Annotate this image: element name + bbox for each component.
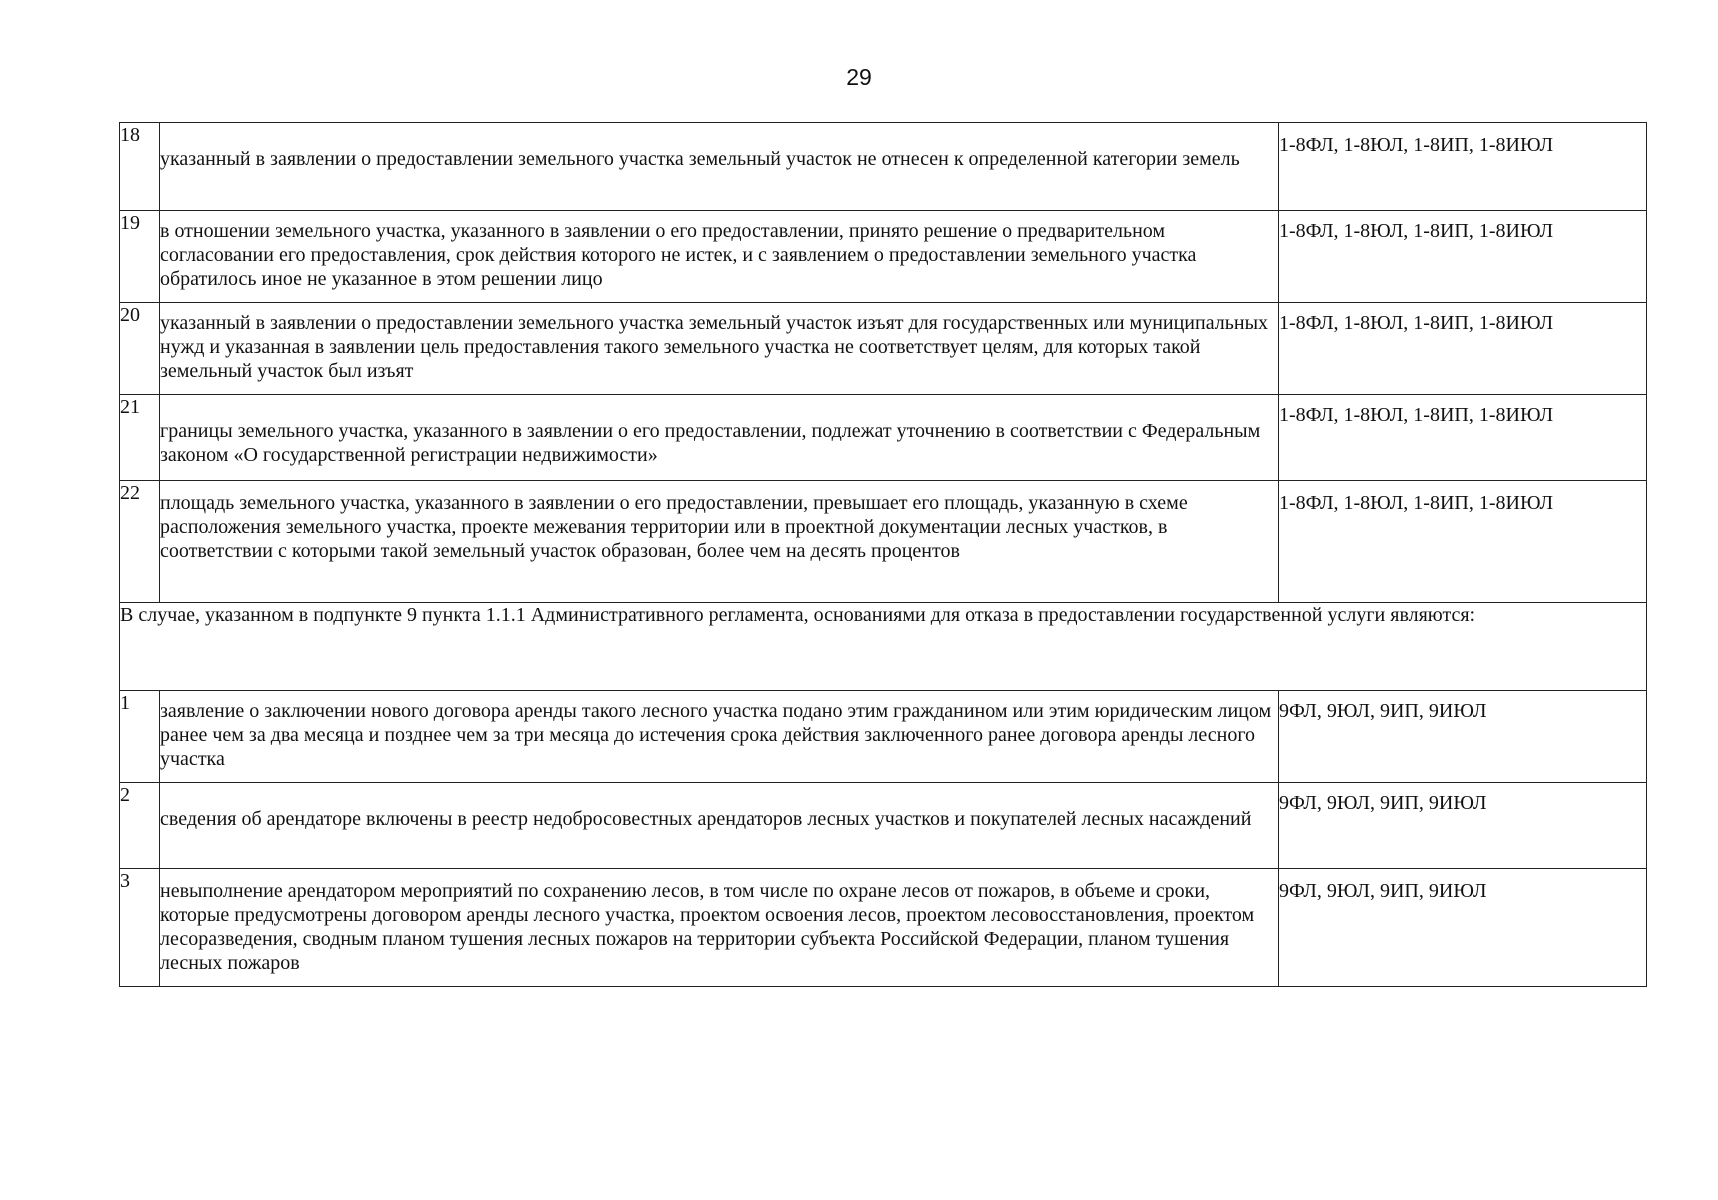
table-row [120, 211, 1647, 303]
row-text: площадь земельного участка, указанного в заявлении о его предоставлении, превышает его площадь, указанную в схеме расположения земельного участка, проекте межевания территории или в проектной документации лесных участков, в соответствии с которыми такой земельный участок образован, более чем на десять процентов [160, 481, 1279, 603]
row-code: 1-8ФЛ, 1-8ЮЛ, 1-8ИП, 1-8ИЮЛ [1279, 303, 1647, 395]
row-number: 18 [120, 123, 160, 211]
row-number: 22 [120, 481, 160, 603]
row-text: границы земельного участка, указанного в заявлении о его предоставлении, подлежат уточнению в соответствии с Федеральным законом «О государственной регистрации недвижимости» [160, 395, 1279, 481]
row-number: 1 [120, 691, 160, 783]
section-note: В случае, указанном в подпункте 9 пункта 1.1.1 Административного регламента, основаниями для отказа в предоставлении государственной услуги являются: [120, 603, 1647, 691]
row-text: сведения об арендаторе включены в реестр недобросовестных арендаторов лесных участков и покупателей лесных насаждений [160, 783, 1279, 869]
table-row [120, 481, 1647, 603]
row-code: 1-8ФЛ, 1-8ЮЛ, 1-8ИП, 1-8ИЮЛ [1279, 481, 1647, 603]
row-text: в отношении земельного участка, указанного в заявлении о его предоставлении, принято решение о предварительном согласовании его предоставления, срок действия которого не истек, и с заявлением о предоставлении земельного участка обратилось иное не указанное в этом решении лицо [160, 211, 1279, 303]
row-code: 9ФЛ, 9ЮЛ, 9ИП, 9ИЮЛ [1279, 783, 1647, 869]
grounds-table [119, 122, 1647, 987]
table-row [120, 303, 1647, 395]
row-text: указанный в заявлении о предоставлении земельного участка земельный участок изъят для государственных или муниципальных нужд и указанная в заявлении цель предоставления такого земельного участка не соответствует целям, для которых такой земельный участок был изъят [160, 303, 1279, 395]
row-text: заявление о заключении нового договора аренды такого лесного участка подано этим гражданином или этим юридическим лицом ранее чем за два месяца и позднее чем за три месяца до истечения срока действия заключенного ранее договора аренды лесного участка [160, 691, 1279, 783]
row-text: невыполнение арендатором мероприятий по сохранению лесов, в том числе по охране лесов от пожаров, в объеме и сроки, которые предусмотрены договором аренды лесного участка, проектом освоения лесов, проектом лесовосстановления, проектом лесоразведения, сводным планом тушения лесных пожаров на территории субъекта Российской Федерации, планом тушения лесных пожаров [160, 869, 1279, 987]
section-note-row [120, 603, 1647, 691]
row-code: 1-8ФЛ, 1-8ЮЛ, 1-8ИП, 1-8ИЮЛ [1279, 211, 1647, 303]
row-text: указанный в заявлении о предоставлении земельного участка земельный участок не отнесен к определенной категории земель [160, 123, 1279, 211]
table-row [120, 395, 1647, 481]
table-row [120, 123, 1647, 211]
table-row [120, 783, 1647, 869]
row-number: 3 [120, 869, 160, 987]
row-code: 1-8ФЛ, 1-8ЮЛ, 1-8ИП, 1-8ИЮЛ [1279, 123, 1647, 211]
row-number: 20 [120, 303, 160, 395]
table-row [120, 869, 1647, 987]
row-code: 9ФЛ, 9ЮЛ, 9ИП, 9ИЮЛ [1279, 691, 1647, 783]
row-number: 21 [120, 395, 160, 481]
row-code: 1-8ФЛ, 1-8ЮЛ, 1-8ИП, 1-8ИЮЛ [1279, 395, 1647, 481]
row-number: 2 [120, 783, 160, 869]
row-number: 19 [120, 211, 160, 303]
table-row [120, 691, 1647, 783]
row-code: 9ФЛ, 9ЮЛ, 9ИП, 9ИЮЛ [1279, 869, 1647, 987]
page-number: 29 [846, 64, 872, 90]
